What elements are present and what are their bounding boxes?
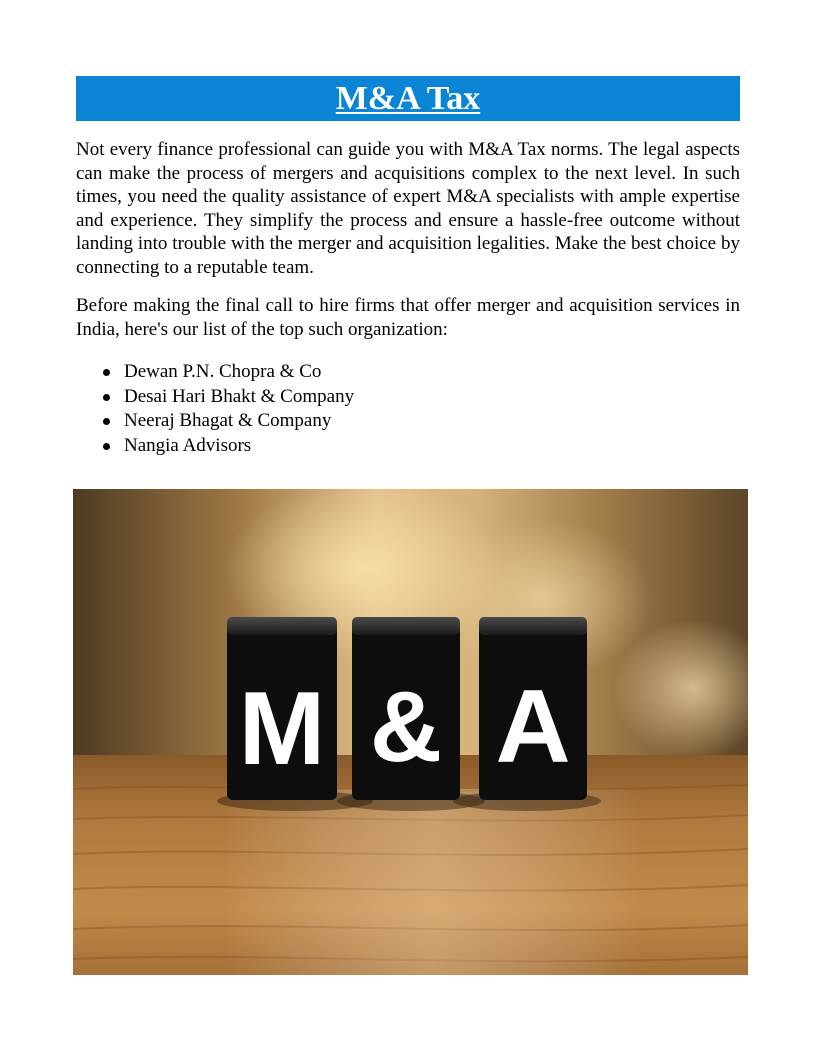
firm-name: Desai Hari Bhakt & Company — [124, 385, 355, 407]
ma-blocks-photo — [73, 489, 748, 975]
page-title: M&A Tax — [335, 79, 481, 117]
bullet-icon — [103, 369, 110, 376]
tile-ampersand — [352, 617, 460, 800]
firm-name: Neeraj Bhagat & Company — [124, 410, 332, 431]
tile-a — [479, 617, 587, 800]
tile-letter: & — [369, 671, 443, 783]
list-item — [76, 434, 740, 459]
firm-list — [76, 360, 740, 458]
bullet-icon — [103, 394, 110, 401]
list-item — [76, 409, 740, 434]
tile-letter: A — [495, 669, 571, 785]
table-reflection — [223, 789, 643, 975]
firm-name: Dewan P.N. Chopra & Co — [124, 361, 322, 382]
bullet-icon — [103, 418, 110, 425]
tile-letter: M — [238, 671, 326, 787]
lead-paragraph: Before making the final call to hire firms that offer merger and acquisition services in India, here's our list of the top such organization: — [76, 295, 740, 340]
firm-name: Nangia Advisors — [124, 434, 252, 456]
list-item — [76, 360, 740, 385]
bullet-icon — [103, 443, 110, 450]
tile-m — [227, 617, 337, 800]
list-item — [76, 385, 740, 410]
intro-paragraph: Not every finance professional can guide you with M&A Tax norms. The legal aspects can make the process of mergers and acquisitions complex to the next level. In such times, you need the quality assistance of expert M&A specialists with ample expertise and experience. They simplify the process and ensure a hassle-free outcome without landing into trouble with the merger and acquisition legalities. Make the best choice by connecting to a reputable team. — [76, 139, 740, 278]
title-banner — [76, 76, 740, 121]
photo-svg — [73, 489, 748, 975]
